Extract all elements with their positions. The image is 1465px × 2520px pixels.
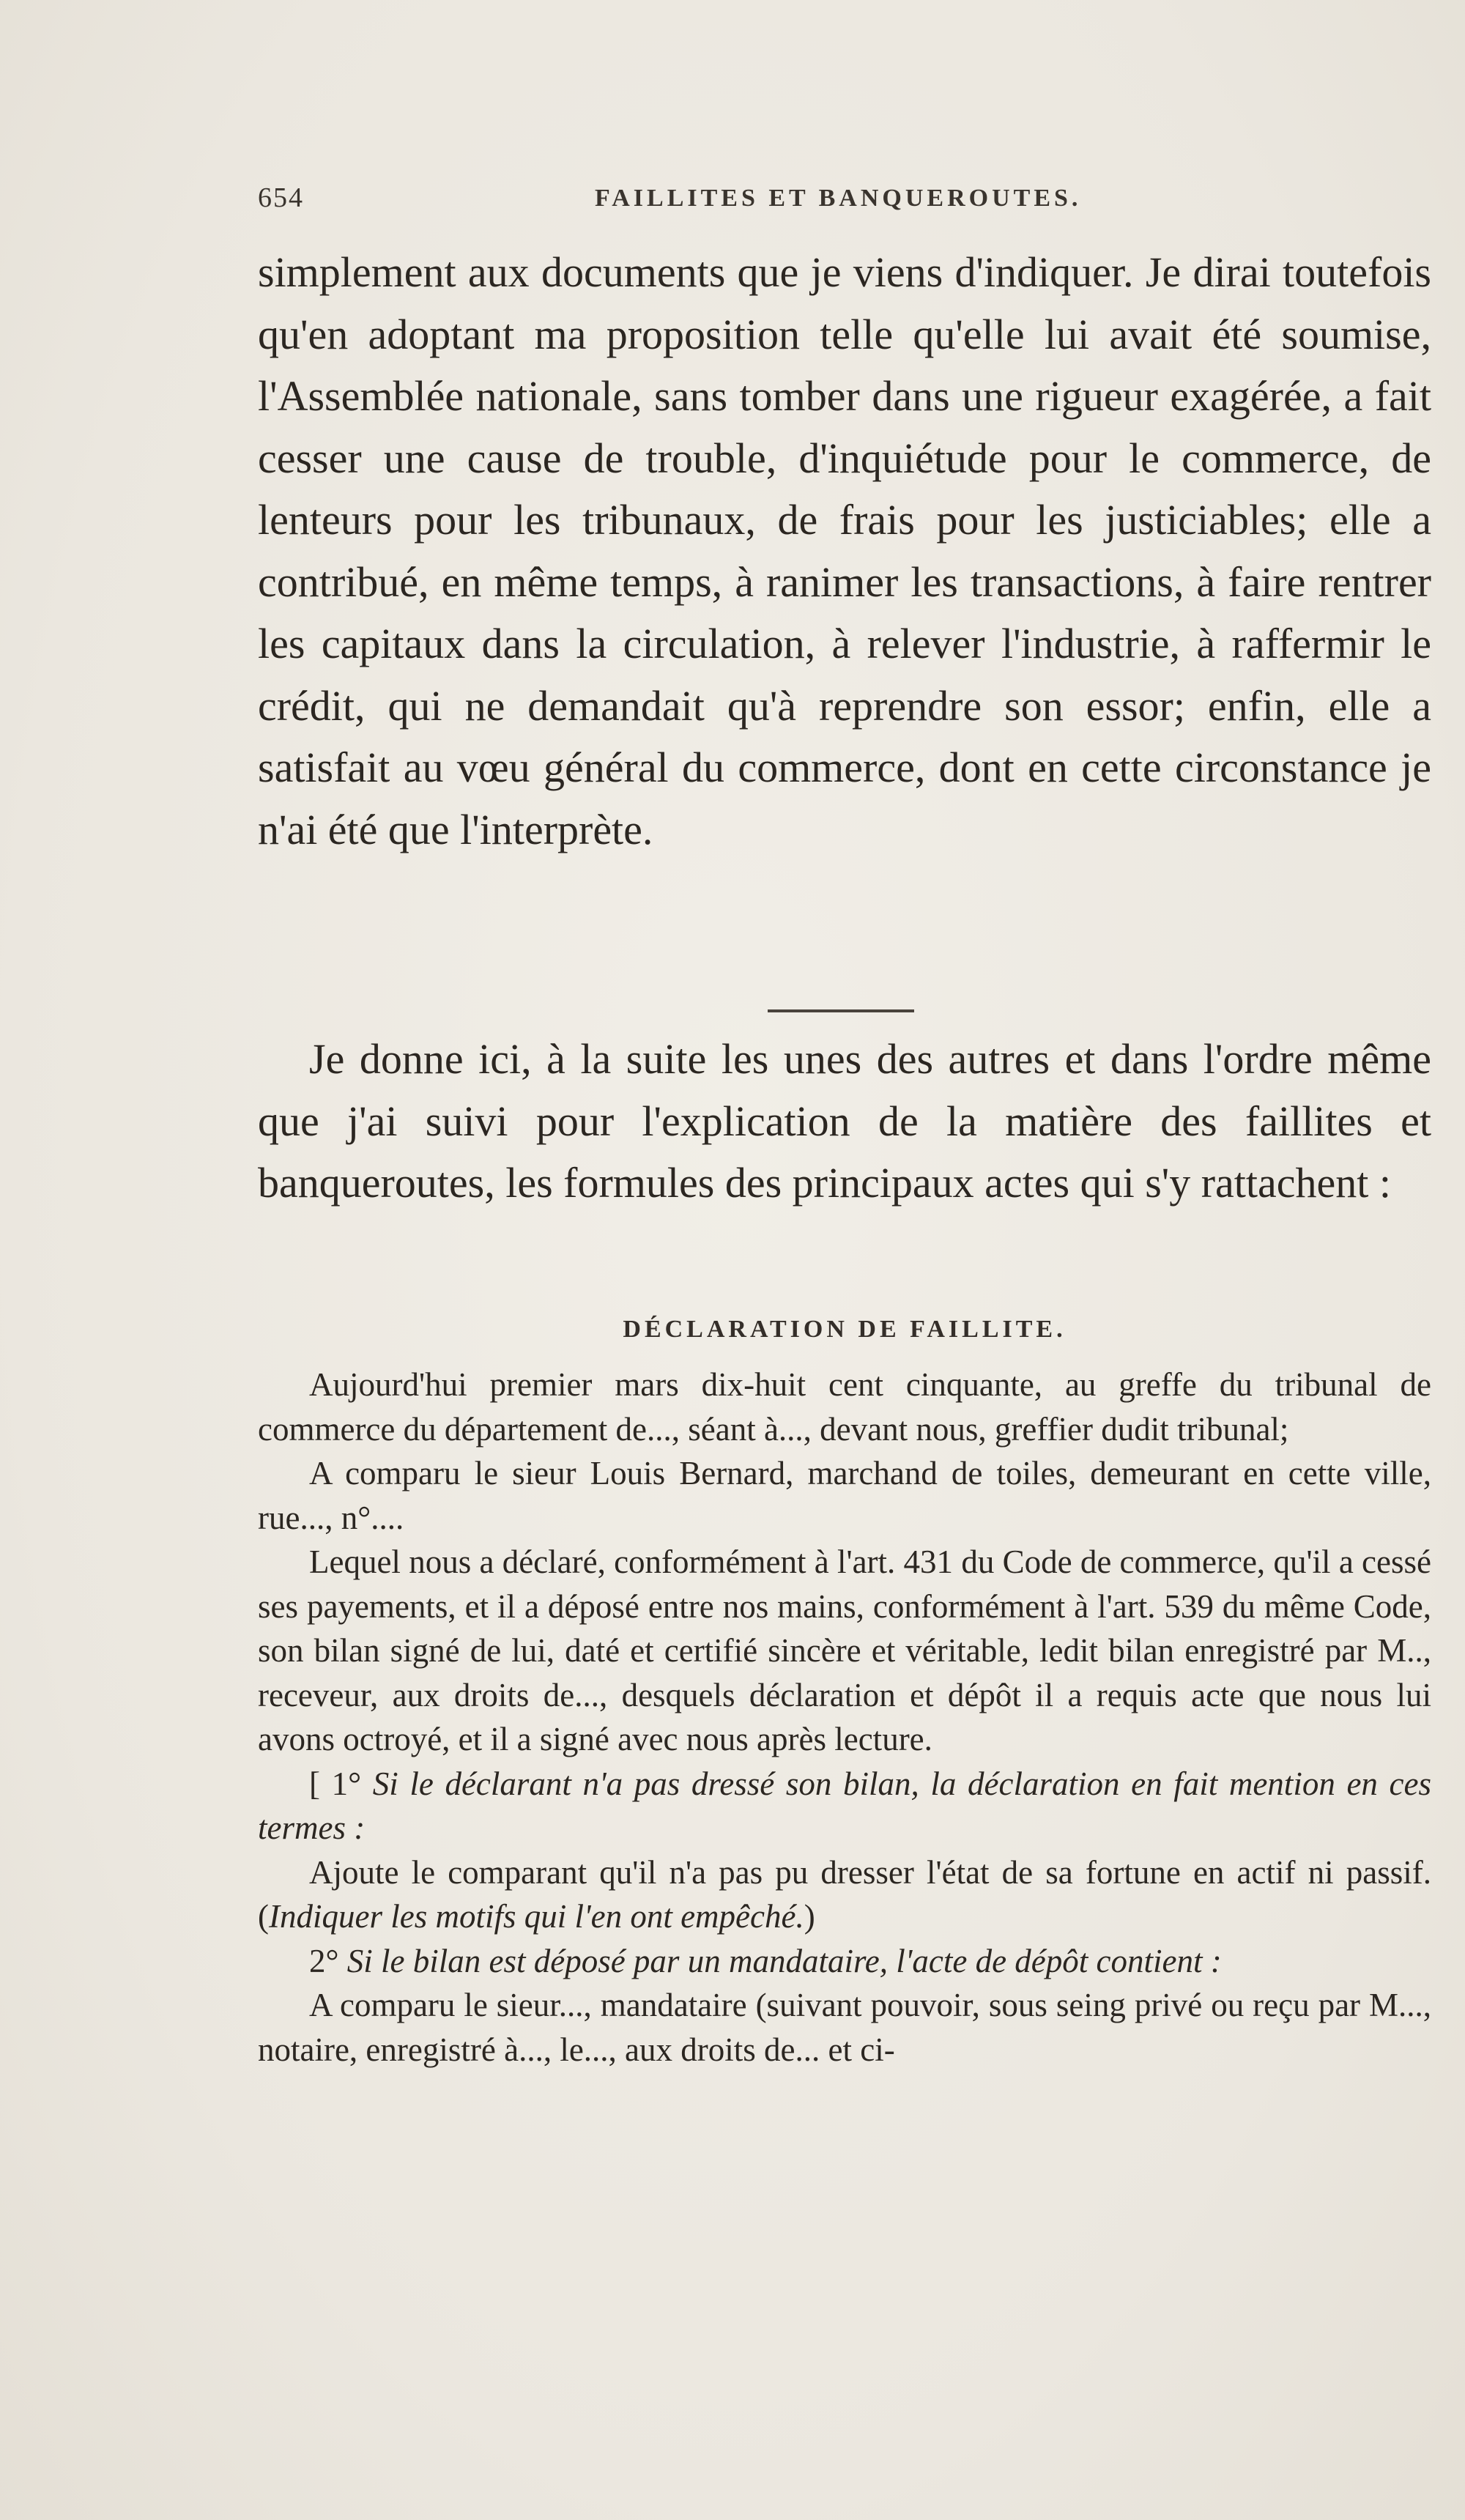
body-text-intro: [258, 1029, 1431, 1215]
paragraph-continued: simplement aux documents que je viens d'indiquer. Je dirai toutefois qu'en adoptant ma proposition telle qu'elle lui avait été soumise, l'Assemblée nationale, sans tomber dans une rigueur exagérée, a fait cesser une cause de trouble, d'inquiétude pour le commerce, de lenteurs pour les tribunaux, de frais pour les justiciables; elle a contribué, en même temps, à ranimer les transactions, à faire rentrer les capitaux dans la circulation, à relever l'industrie, à raffermir le crédit, qui ne demandait qu'à reprendre son essor; enfin, elle a satisfait au vœu général du commerce, dont en cette circonstance je n'ai été que l'interprète.: [258, 248, 1431, 853]
formula-5-suffix: ): [804, 1898, 815, 1935]
formula-title: DÉCLARATION DE FAILLITE.: [623, 1316, 1067, 1343]
page-number: 654: [258, 182, 304, 213]
formula-5-prefix: Ajoute le comparant qu'il n'a pas pu dresser l'état de sa fortune en actif ni passif. (: [258, 1853, 1431, 1935]
body-text-upper: [258, 242, 1431, 861]
formula-paragraph-7: A comparu le sieur..., mandataire (suivant pouvoir, sous seing privé ou reçu par M..., notaire, enregistré à..., le..., aux droits de... et ci-: [258, 1987, 1431, 2068]
formula-paragraph-2: A comparu le sieur Louis Bernard, marchand de toiles, demeurant en cette ville, rue..., n°....: [258, 1455, 1431, 1536]
formula-paragraph-4: [258, 1762, 1431, 1850]
formula-paragraph-1: Aujourd'hui premier mars dix-huit cent cinquante, au greffe du tribunal de commerce du département de..., séant à..., devant nous, greffier dudit tribunal;: [258, 1366, 1431, 1448]
paragraph-intro: Je donne ici, à la suite les unes des autres et dans l'ordre même que j'ai suivi pour l'explication de la matière des faillites et banqueroutes, les formules des principaux actes qui s'y rattachent :: [258, 1035, 1431, 1207]
formula-paragraph-5: [258, 1850, 1431, 1939]
formula-5-italic: Indiquer les motifs qui l'en ont empêché.: [269, 1898, 804, 1935]
formula-paragraph-3: Lequel nous a déclaré, conformément à l'art. 431 du Code de commerce, qu'il a cessé ses payements, et il a déposé entre nos mains, conformément à l'art. 539 du même Code, son bilan signé de lui, daté et certifié sincère et véritable, ledit bilan enregistré par M.., receveur, aux droits de..., desquels déclaration et dépôt il a requis acte que nous lui avons octroyé, et il a signé avec nous après lecture.: [258, 1544, 1431, 1757]
formula-6-prefix: 2°: [309, 1942, 347, 1979]
page-header: [258, 182, 1431, 226]
formula-4-prefix: [ 1°: [309, 1765, 373, 1802]
section-divider: [768, 1009, 914, 1012]
formula-4-italic: Si le déclarant n'a pas dressé son bilan, la déclaration en fait mention en ces termes :: [258, 1765, 1431, 1846]
running-title: FAILLITES ET BANQUEROUTES.: [595, 185, 1082, 212]
formula-6-italic: Si le bilan est déposé par un mandataire, l'acte de dépôt contient :: [346, 1942, 1222, 1979]
formula-paragraph-6: [258, 1939, 1431, 1984]
formula-text: [258, 1363, 1431, 2072]
